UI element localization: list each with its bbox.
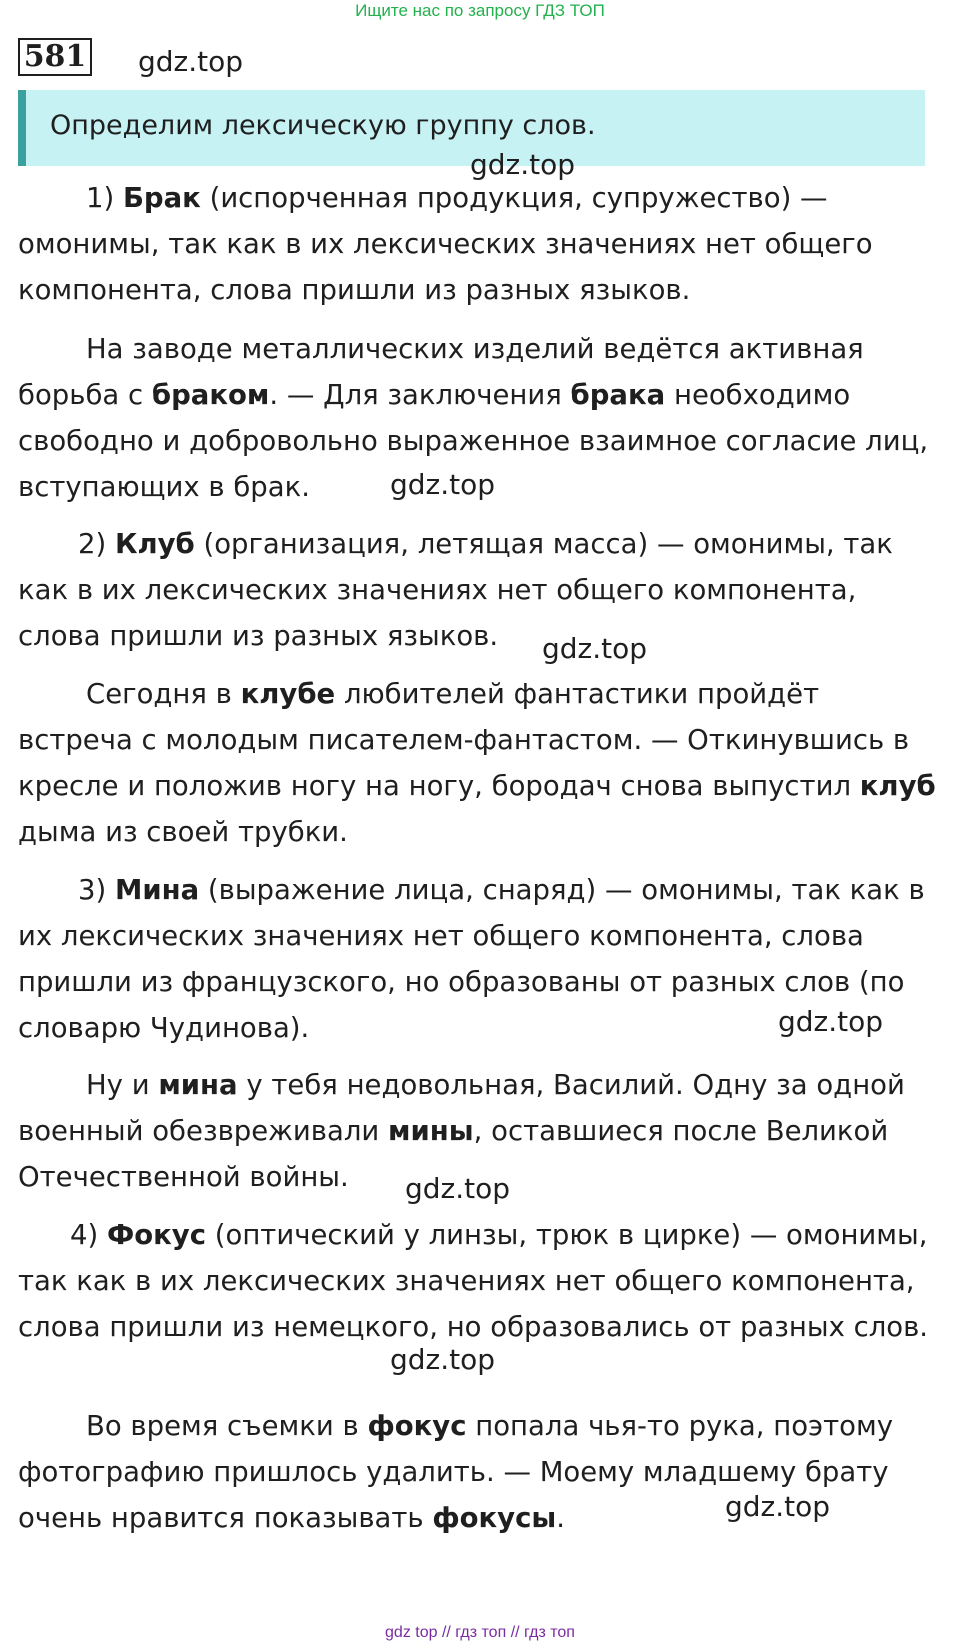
example-text: Ну и	[86, 1069, 159, 1101]
example-text: попала чья-то рука, поэтому фотографию пришлось удалить. — Моему младшему брату очень нравится показывать	[18, 1410, 894, 1534]
task-number: 581	[18, 38, 92, 76]
watermark: gdz.top	[778, 1005, 884, 1038]
example-text: . — Для заключения	[269, 379, 571, 411]
example-text: у тебя недовольная, Василий. Одну за одной военный обезвреживали	[18, 1069, 905, 1147]
highlighted-word: брака	[570, 379, 666, 411]
item-number: 3)	[78, 874, 115, 906]
footer-links: gdz top // гдз топ // гдз топ	[385, 1624, 575, 1641]
item-meaning: (оптический у линзы, трюк в цирке) — омонимы, так как в их лексических значениях нет общего компонента, слова пришли из немецкого, но образовались от разных слов.	[18, 1219, 929, 1343]
item-word: Фокус	[106, 1219, 207, 1251]
example-text: необходимо свободно и добровольно выраженное взаимное согласие лиц, вступающих в брак.	[18, 379, 929, 503]
item-meaning: (выражение лица, снаряд) — омонимы, так как в их лексических значениях нет общего компонента, слова пришли из французского, но образованы от разных слов (по словарю Чудинова).	[18, 874, 925, 1044]
watermark: gdz.top	[405, 1172, 511, 1205]
example-text: Во время съемки в	[86, 1410, 368, 1442]
watermark: gdz.top	[390, 1343, 496, 1376]
watermark: gdz.top	[470, 148, 576, 181]
item-definition	[18, 521, 938, 659]
item-number: 2)	[78, 528, 115, 560]
item-word: Мина	[114, 874, 200, 906]
highlighted-word: браком	[151, 379, 270, 411]
item-word: Клуб	[114, 528, 195, 560]
example-text: любителей фантастики пройдёт встреча с молодым писателем-фантастом. — Откинувшись в кресле и положив ногу на ногу, бородач снова выпустил	[18, 678, 910, 802]
item-definition	[18, 1212, 938, 1350]
watermark: gdz.top	[390, 468, 496, 501]
highlighted-word: клуб	[859, 770, 936, 802]
item-meaning: (испорченная продукция, супружество) — омонимы, так как в их лексических значениях нет общего компонента, слова пришли из разных языков.	[18, 182, 873, 306]
highlighted-word: мина	[158, 1069, 238, 1101]
item-word: Брак	[122, 182, 201, 214]
item-example	[18, 671, 938, 855]
example-text: , оставшиеся после Великой Отечественной войны.	[18, 1115, 889, 1193]
watermark: gdz.top	[725, 1490, 831, 1523]
highlighted-word: фокус	[367, 1410, 467, 1442]
highlighted-word: мины	[388, 1115, 474, 1147]
example-text: .	[556, 1502, 566, 1534]
watermark: gdz.top	[542, 632, 648, 665]
item-definition	[18, 175, 938, 313]
heading-text: Определим лексическую группу слов.	[50, 110, 596, 141]
highlighted-word: клубе	[240, 678, 336, 710]
item-meaning: (организация, летящая масса) — омонимы, так как в их лексических значениях нет общего компонента, слова пришли из разных языков.	[18, 528, 893, 652]
example-text: дыма из своей трубки.	[18, 816, 348, 848]
example-text: На заводе металлических изделий ведётся активная борьба с	[18, 333, 864, 411]
item-number: 1)	[86, 182, 123, 214]
highlighted-word: фокусы	[432, 1502, 557, 1534]
watermark: gdz.top	[138, 45, 244, 78]
item-number: 4)	[70, 1219, 107, 1251]
top-banner: Ищите нас по запросу ГДЗ ТОП	[355, 1, 605, 20]
example-text: Сегодня в	[86, 678, 241, 710]
